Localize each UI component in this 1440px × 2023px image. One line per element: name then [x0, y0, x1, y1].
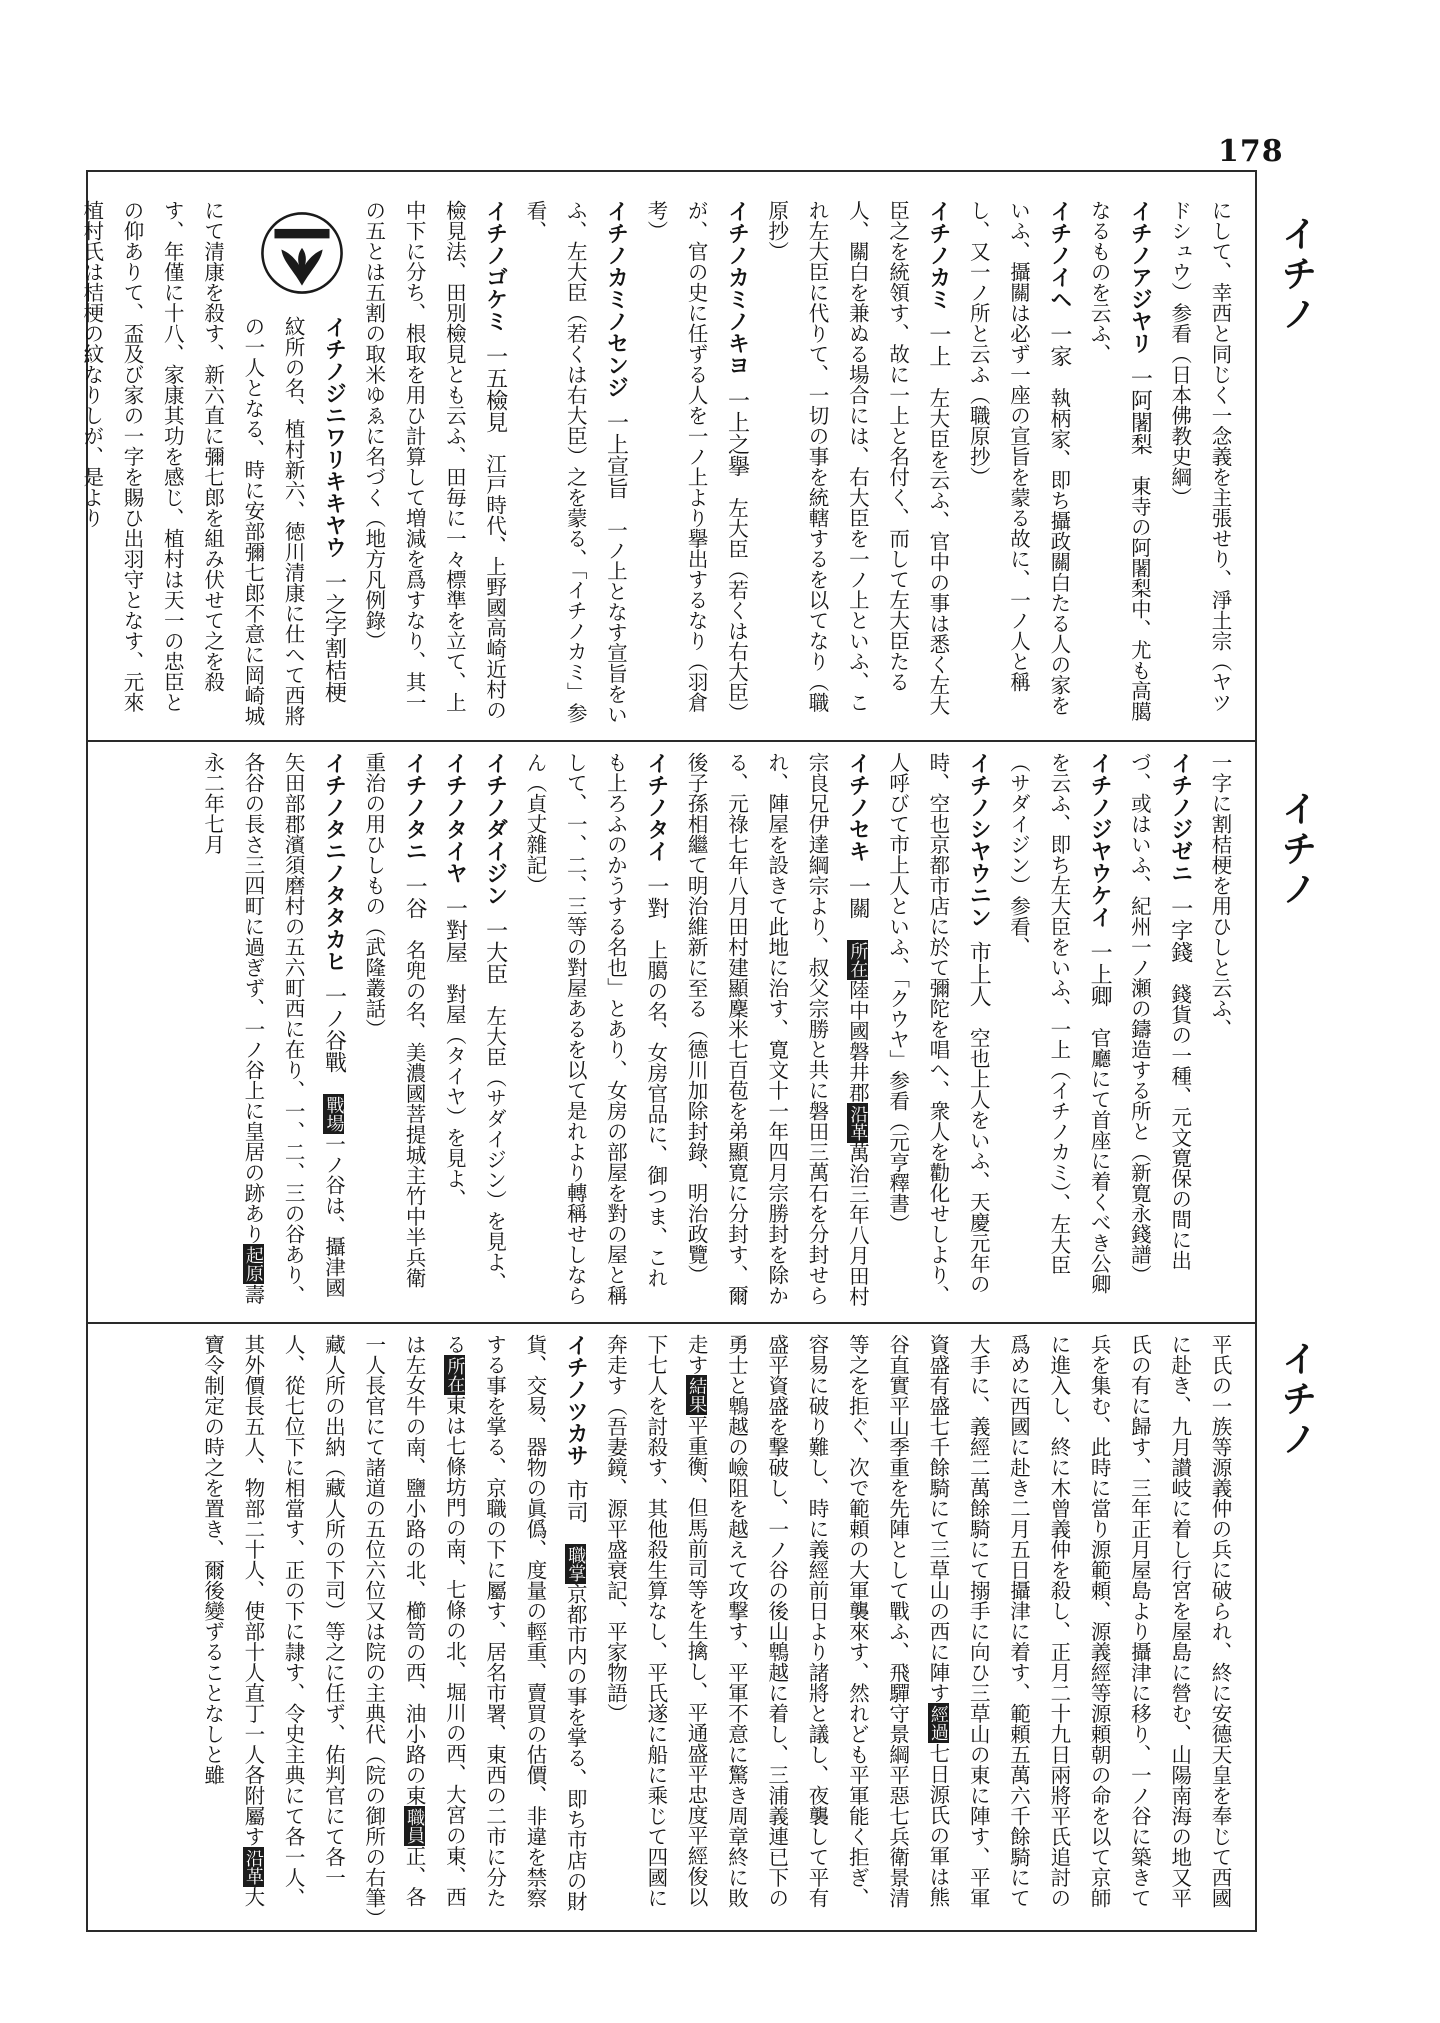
entry-body: 左大臣（サダイジン）を見よ、	[482, 1005, 507, 1293]
entry-kanji: 一家	[1046, 323, 1072, 368]
category-tag: 沿革	[242, 1848, 264, 1885]
entry-body: 左大臣を云ふ、官中の事は悉く左大臣之を統領す、故に一上と名付く、而して左大臣たる人、關白を兼ぬる場合には、右大臣を一ノ上といふ、これ左大臣に代りて、一切の事を統轄するを以てなり（職原抄）	[764, 200, 950, 716]
category-tag: 結果	[686, 1377, 708, 1413]
entry-body: 陸中國磐井郡	[845, 979, 870, 1103]
entry-body: 左大臣（若くは右大臣）が、官の史に任ずる人を一ノ上より擧出するなり（羽倉考）	[643, 200, 749, 724]
entry-body: 一ノ谷は、攝津國矢田部郡濱須磨村の五六町西に在り、一、二、三の谷あり、各谷の長さ三四町に過ぎず、一ノ谷上に皇居の跡あり	[240, 752, 346, 1306]
entry-kanji: 市司	[563, 1479, 589, 1524]
entry-headword: イチノタニノタタカヒ	[321, 752, 347, 972]
entry	[1079, 200, 1160, 728]
entry-body: 上臈の名、女房官品に、御つま、これも上ろふのかうする名也」とあり、女房の部屋を對の屋と稱して、一、二、三等の對屋あるを以て是れより轉稱せしならん（貞丈雜記）	[522, 752, 668, 1306]
entry-kanji: 一大臣	[482, 919, 508, 986]
entry-headword: イチノカミ	[925, 200, 951, 310]
continuation-text: 一字に割桔梗を用ひしと云ふ、	[1208, 752, 1232, 1039]
category-tag: 職掌	[565, 1545, 587, 1582]
entry	[756, 200, 957, 728]
entry-body: 名兜の名、美濃國菩提城主竹中半兵衛重治の用ひしもの（武隆叢話）	[361, 752, 427, 1289]
entry	[515, 752, 676, 1308]
column-tier-2	[100, 752, 1240, 1308]
entry-body: 官廳にて首座に着くべき公卿を云ふ、即ち左大臣をいふ、一上（イチノカミ）、左大臣（サダイジン）参看、	[1006, 752, 1112, 1295]
entry	[1119, 752, 1200, 1308]
entry-kanji: 一谷	[402, 875, 428, 920]
entry-headword: イチノツカサ	[563, 1334, 589, 1466]
entry	[998, 752, 1119, 1308]
entry-headword: イチノイヘ	[1046, 200, 1072, 310]
column-tier-1	[79, 200, 1240, 728]
entry-headword: イチノアジヤリ	[1127, 200, 1153, 354]
category-tag: 所在	[847, 941, 869, 978]
entry-body: 東は七條坊門の南、七條の北、堀川の西、大宮の東、西は左女牛の南、鹽小路の北、櫛笥の西、油小路の東	[402, 1334, 467, 1907]
entry-headword: イチノゴケミ	[482, 200, 508, 332]
entry-kanji: 一阿闍梨	[1127, 367, 1153, 456]
tier-divider	[88, 1322, 1255, 1324]
entry-body: 東寺の阿闍梨中、尤も高臈なるものを云ふ、	[1087, 200, 1152, 722]
entry-headword: イチノジヤウケイ	[1087, 752, 1113, 928]
entry-headword: イチノカミノキヨ	[724, 200, 750, 376]
entry-headword: イチノタイ	[643, 752, 669, 862]
entry	[353, 752, 434, 1308]
entry-headword: イチノジニワリキキヤウ	[321, 316, 347, 558]
page-number: 178	[1218, 134, 1284, 169]
entry	[877, 752, 998, 1308]
entry	[71, 200, 353, 728]
category-tag: 職員	[404, 1807, 426, 1844]
column-tier-3	[100, 1334, 1240, 1919]
entry-body: 壽永二年七月	[200, 752, 265, 1305]
entry	[192, 752, 353, 1308]
category-tag: 所在	[444, 1356, 466, 1393]
entry-body: 正、各一人長官にて諸道の五位六位又は院の主典代（院の御所の右筆）藏人所の出納（藏人所の下司）等之に任ず、佑判官にて各一人、從七位下に相當す、正の下に隷す、令史主典にて各一人、其外價長五人、物部二十人、使部十人直丁一人各附屬す	[240, 1334, 427, 1919]
entry-headword: イチノジゼニ	[1167, 752, 1193, 884]
entry-kanji: 市上人	[966, 941, 992, 1008]
entry-kanji: 一對	[643, 875, 669, 920]
entry	[474, 752, 514, 1308]
entry-body: 執柄家、即ち攝政關白たる人の家をいふ、攝關は必ず一座の宣旨を蒙る故に、一ノ人と稱し、又一ノ所と云ふ（職原抄）	[966, 200, 1071, 716]
section-head: イチノ	[1276, 215, 1317, 335]
entry-kanji: 一上之擧	[724, 389, 750, 478]
entry-kanji: 一五檢見	[482, 345, 508, 434]
entry	[434, 752, 474, 1308]
entry-body: 萬治三年八月田村宗良兄伊達綱宗より、叔父宗勝と共に磐田三萬石を分封せられ、陣屋を設きて此地に治す、寛文十一年四月宗勝封を除かる、元祿七年八月田村建顯麇米七百苞を弟顯寛に分封す、爾後子孫相繼て明治維新に至る（德川加除封錄、明治政覽）	[684, 752, 870, 1307]
entry-kanji: 一ノ谷戰	[321, 985, 347, 1074]
entry-kanji: 一對屋	[442, 897, 468, 964]
entry	[192, 1334, 595, 1919]
continuation-text: にして、幸西と同じく一念義を主張せり、淨土宗（ヤツドシュウ）参看（日本佛教史綱）	[1167, 200, 1232, 713]
entry-headword: イチノタイヤ	[442, 752, 468, 884]
entry-body: 平氏の一族等源義仲の兵に破られ、終に安德天皇を奉じて西國に赴き、九月讃岐に着し行宮を屋島に營む、山陽南海の地又平氏の有に歸す、三年正月屋島より攝津に移り、一ノ谷に築きて兵を集む、此時に當り源範頼、源義經等源頼朝の命を以て京師に進入し、終に木曾義仲を殺し、正月二十九日兩將平氏追討の爲めに西國に赴き二月五日攝津に着す、範頼五萬六千餘騎にて大手に、義經二萬餘騎にて搦手に向ひ三草山の東に陣す、平軍資盛有盛七千餘騎にて三草山の西に陣す	[925, 1334, 1232, 1908]
entry-headword: イチノタニ	[402, 752, 428, 862]
entry	[636, 200, 757, 728]
entry-kanji: 一之字割桔梗	[321, 571, 347, 704]
entry	[515, 200, 636, 728]
crest-figure	[255, 210, 345, 316]
entry-kanji: 一上	[925, 323, 951, 368]
entry-body: 空也上人をいふ、天慶元年の時、空也京都市店に於て彌陀を唱へ、衆人を勸化せしより、人呼びて市上人といふ、「クウヤ」参看（元亨釋書）	[885, 752, 991, 1306]
entry-body: 紋所の名、植村新六、徳川清康に仕へて西將の一人となる、時に安部彌七郎不意に岡崎城にて清康を殺す、新六直に彌七郎を組み伏せて之を殺す、年僅に十八、家康其功を感じ、植村は天一の忠臣との仰ありて、盃及び家の一字を賜ひ出羽守となす、元來植村氏は桔梗の紋なりしが、是より	[79, 200, 306, 726]
category-tag: 戰場	[323, 1095, 345, 1132]
entry-body: 京都市内の事を掌る、即ち市店の財貨、交易、器物の眞僞、度量の輕重、賣買の估價、非違を禁察する事を掌る、京職の下に屬す、居名市署、東西の二市に分たる	[442, 1334, 588, 1912]
entry-headword: イチノダイジン	[482, 752, 508, 906]
entry-body: 江戸時代、上野國高崎近村の檢見法、田別檢見とも云ふ、田毎に一々標準を立て、上中下に分ち、根取を用ひ計算して増減を爲すなり、其一の五とは五割の取米ゆゑに名づく（地方凡例錄）	[361, 200, 507, 721]
entry-body: 平重衡、但馬前司等を生擒し、平通盛平忠度平經俊以下七人を討殺す、其他殺生算なし、平氏遂に船に乘じて四國に奔走す（吾妻鏡、源平盛衰記、平家物語）	[603, 1334, 709, 1908]
entry-body: 大寶令制定の時之を置き、爾後變ずることなしと雖	[200, 1334, 265, 1907]
entry-headword: イチノセキ	[845, 752, 871, 862]
category-tag: 沿革	[847, 1104, 869, 1141]
entry	[958, 200, 1079, 728]
entry-body: 七日源氏の軍は熊谷直實平山季重を先陣として戰ふ、飛驒守景綱平惡七兵衛景清等之を拒ぐ、次で範頼の大軍襲來す、然れども平軍能く拒ぎ、容易に破り難し、時に義經前日より諸將と議し、夜襲して平有盛平資盛を撃破し、一ノ谷の後山鵯越に着し、三浦義連已下の勇士と鵯越の嶮阻を越えて攻撃す、平軍不意に驚き周章終に敗走す	[684, 1334, 950, 1908]
section-head: イチノ	[1276, 790, 1317, 910]
category-tag: 經過	[927, 1705, 949, 1741]
entry	[676, 752, 877, 1308]
section-head: イチノ	[1276, 1340, 1317, 1460]
entry-headword: イチノシヤウニン	[966, 752, 992, 928]
entry-kanji: 一上宣旨	[603, 411, 629, 500]
entry	[353, 200, 514, 728]
ichinoji-wari-kikyo-crest-icon	[259, 210, 345, 296]
continuation-text	[595, 1334, 1240, 1919]
entry-body: 一ノ上となす宣旨をいふ、左大臣（若くは右大臣）之を蒙る、「イチノカミ」参看、	[522, 200, 628, 725]
tier-divider	[88, 740, 1255, 742]
category-tag: 起原	[242, 1246, 264, 1282]
entry-body: 錢貨の一種、元文寛保の間に出づ、或はいふ、紀州一ノ瀬の鑄造する所と（新寛永錢譜）	[1127, 752, 1192, 1285]
entry-kanji: 一關	[845, 875, 871, 920]
entry-kanji: 一上卿	[1087, 941, 1113, 1008]
entry-kanji: 一字錢	[1167, 897, 1193, 964]
entry-headword: イチノカミノセンジ	[603, 200, 629, 398]
entry-body: 對屋（タイヤ）を見よ、	[442, 983, 467, 1210]
